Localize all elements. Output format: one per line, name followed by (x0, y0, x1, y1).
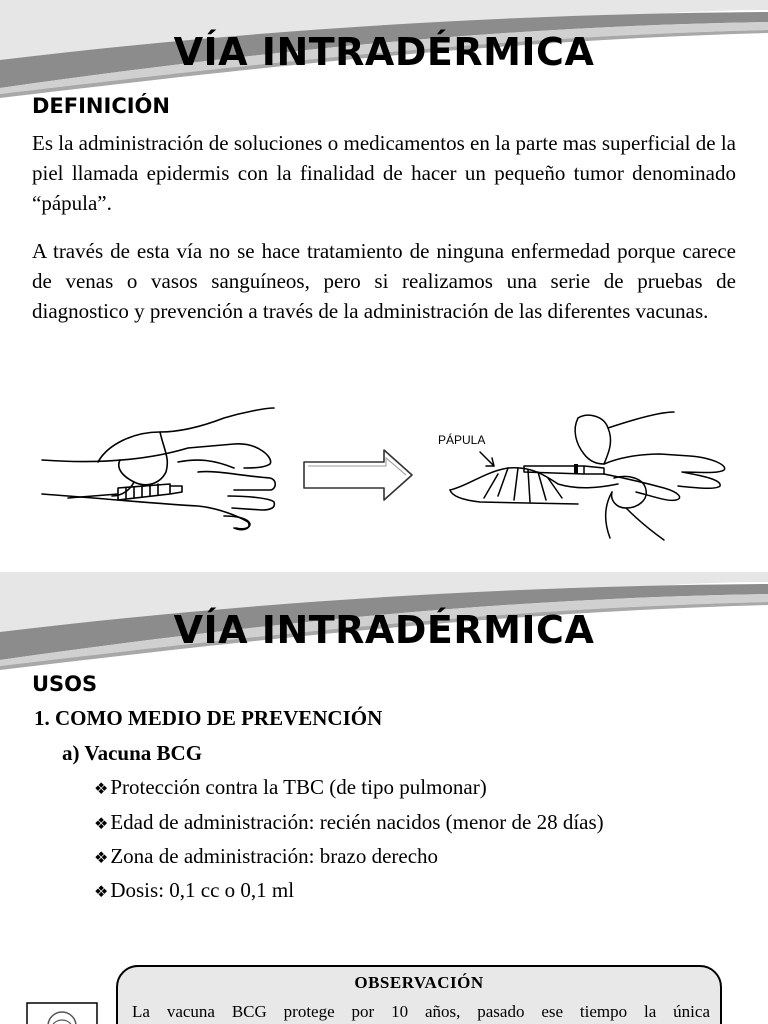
route-paragraph: A través de esta vía no se hace tratamiento de ninguna enfermedad porque carece de venas o vasos sanguíneos, pero si realizamos una serie de pruebas de diagnostico y prevención a través de la administración de las diferentes vacunas. (32, 239, 736, 323)
bullet-text: Edad de administración: recién nacidos (menor de 28 días) (110, 810, 604, 834)
bullet-text: Dosis: 0,1 cc o 0,1 ml (110, 878, 295, 902)
slide-title: VÍA INTRADÉRMICA (173, 30, 595, 74)
bullet-item (94, 878, 294, 903)
list-item-prevention: 1. COMO MEDIO DE PREVENCIÓN (34, 706, 383, 730)
diamond-bullet-icon: ❖ (94, 779, 109, 798)
observation-title: OBSERVACIÓN (354, 973, 484, 992)
observation-box (116, 965, 722, 1024)
slide-uses (0, 572, 768, 1024)
definition-heading: DEFINICIÓN (32, 94, 170, 118)
bullet-text: Zona de administración: brazo derecho (110, 844, 439, 868)
bullet-item (94, 810, 604, 835)
definition-paragraph: Es la administración de soluciones o medicamentos en la parte mas superficial de la piel llamada epidermis con la finalidad de hacer un pequeño tumor denominado “pápula”. (32, 131, 736, 215)
diamond-bullet-icon: ❖ (94, 814, 109, 833)
bullet-text: Protección contra la TBC (de tipo pulmonar) (110, 775, 487, 799)
slide-title: VÍA INTRADÉRMICA (173, 608, 595, 652)
emblem-icon (26, 1002, 98, 1024)
bullet-item (94, 844, 438, 869)
uses-heading: USOS (32, 672, 98, 696)
bullet-item (94, 775, 487, 800)
list-item-bcg-vaccine: a) Vacuna BCG (62, 741, 203, 765)
diamond-bullet-icon: ❖ (94, 848, 109, 867)
observation-text: La vacuna BCG protege por 10 años, pasado ese tiempo la única (132, 1002, 710, 1021)
diamond-bullet-icon: ❖ (94, 882, 109, 901)
syringe-insertion-illustration (38, 398, 284, 543)
arrow-right-icon (300, 446, 416, 504)
papule-illustration (428, 408, 734, 548)
papule-label: PÁPULA (438, 433, 486, 447)
